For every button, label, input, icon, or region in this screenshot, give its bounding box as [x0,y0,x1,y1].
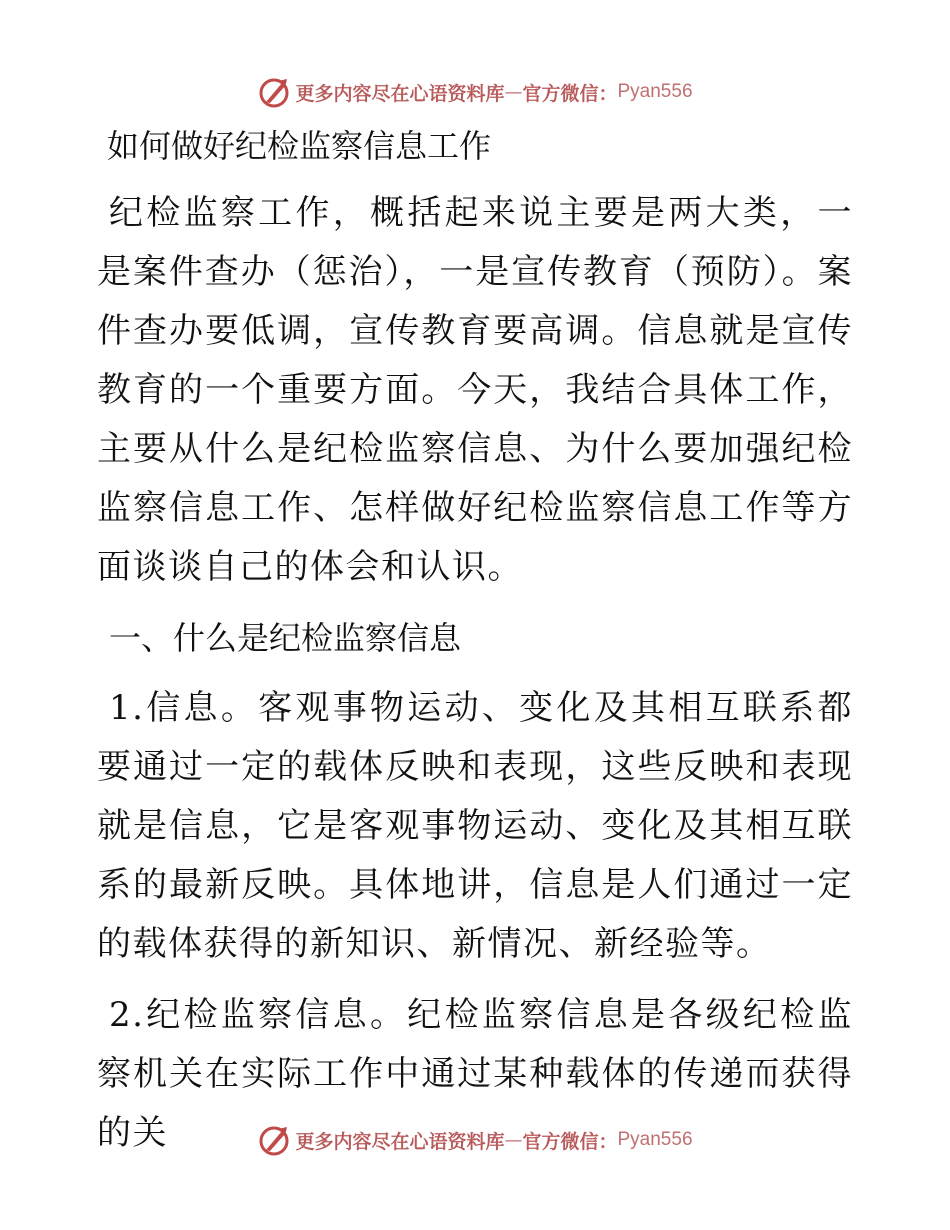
document-title: 如何做好纪检监察信息工作 [107,127,492,165]
watermark-separator: — [504,1129,523,1151]
watermark-label: 官方微信： [522,1130,618,1153]
footer-watermark [0,1120,950,1160]
intro-paragraph: 纪检监察工作，概括起来说主要是两大类，一是案件查办（惩治），一是宣传教育（预防）。案件查办要低调，宣传教育要高调。信息就是宣传教育的一个重要方面。今天，我结合具体工作，主要从什么是纪检监察信息、为什么要加强纪检监察信息工作、怎样做好纪检监察信息工作等方面谈谈自己的体会和认识。 [97,193,853,587]
header-watermark [0,72,950,112]
section-heading: 一、什么是纪检监察信息 [109,619,462,657]
section-paragraph-1: 1.信息。客观事物运动、变化及其相互联系都要通过一定的载体反映和表现，这些反映和表现就是信息，它是客观事物运动、变化及其相互联系的最新反映。具体地讲，信息是人们通过一定的载体获得的新知识、新情况、新经验等。 [97,688,853,964]
section-paragraph-2: 2.纪检监察信息。纪检监察信息是各级纪检监察机关在实际工作中通过某种载体的传递而获得的关 [97,995,853,1153]
watermark-separator: — [504,81,523,103]
watermark-account: Pyan556 [617,1129,693,1150]
watermark-main-text: 更多内容尽在心语资料库 [295,1130,505,1153]
quill-logo-icon [257,75,291,109]
watermark-label: 官方微信： [522,82,618,105]
watermark-account: Pyan556 [617,81,693,102]
watermark-main-text: 更多内容尽在心语资料库 [295,82,505,105]
quill-logo-icon [257,1123,291,1157]
document-body [97,118,853,1175]
